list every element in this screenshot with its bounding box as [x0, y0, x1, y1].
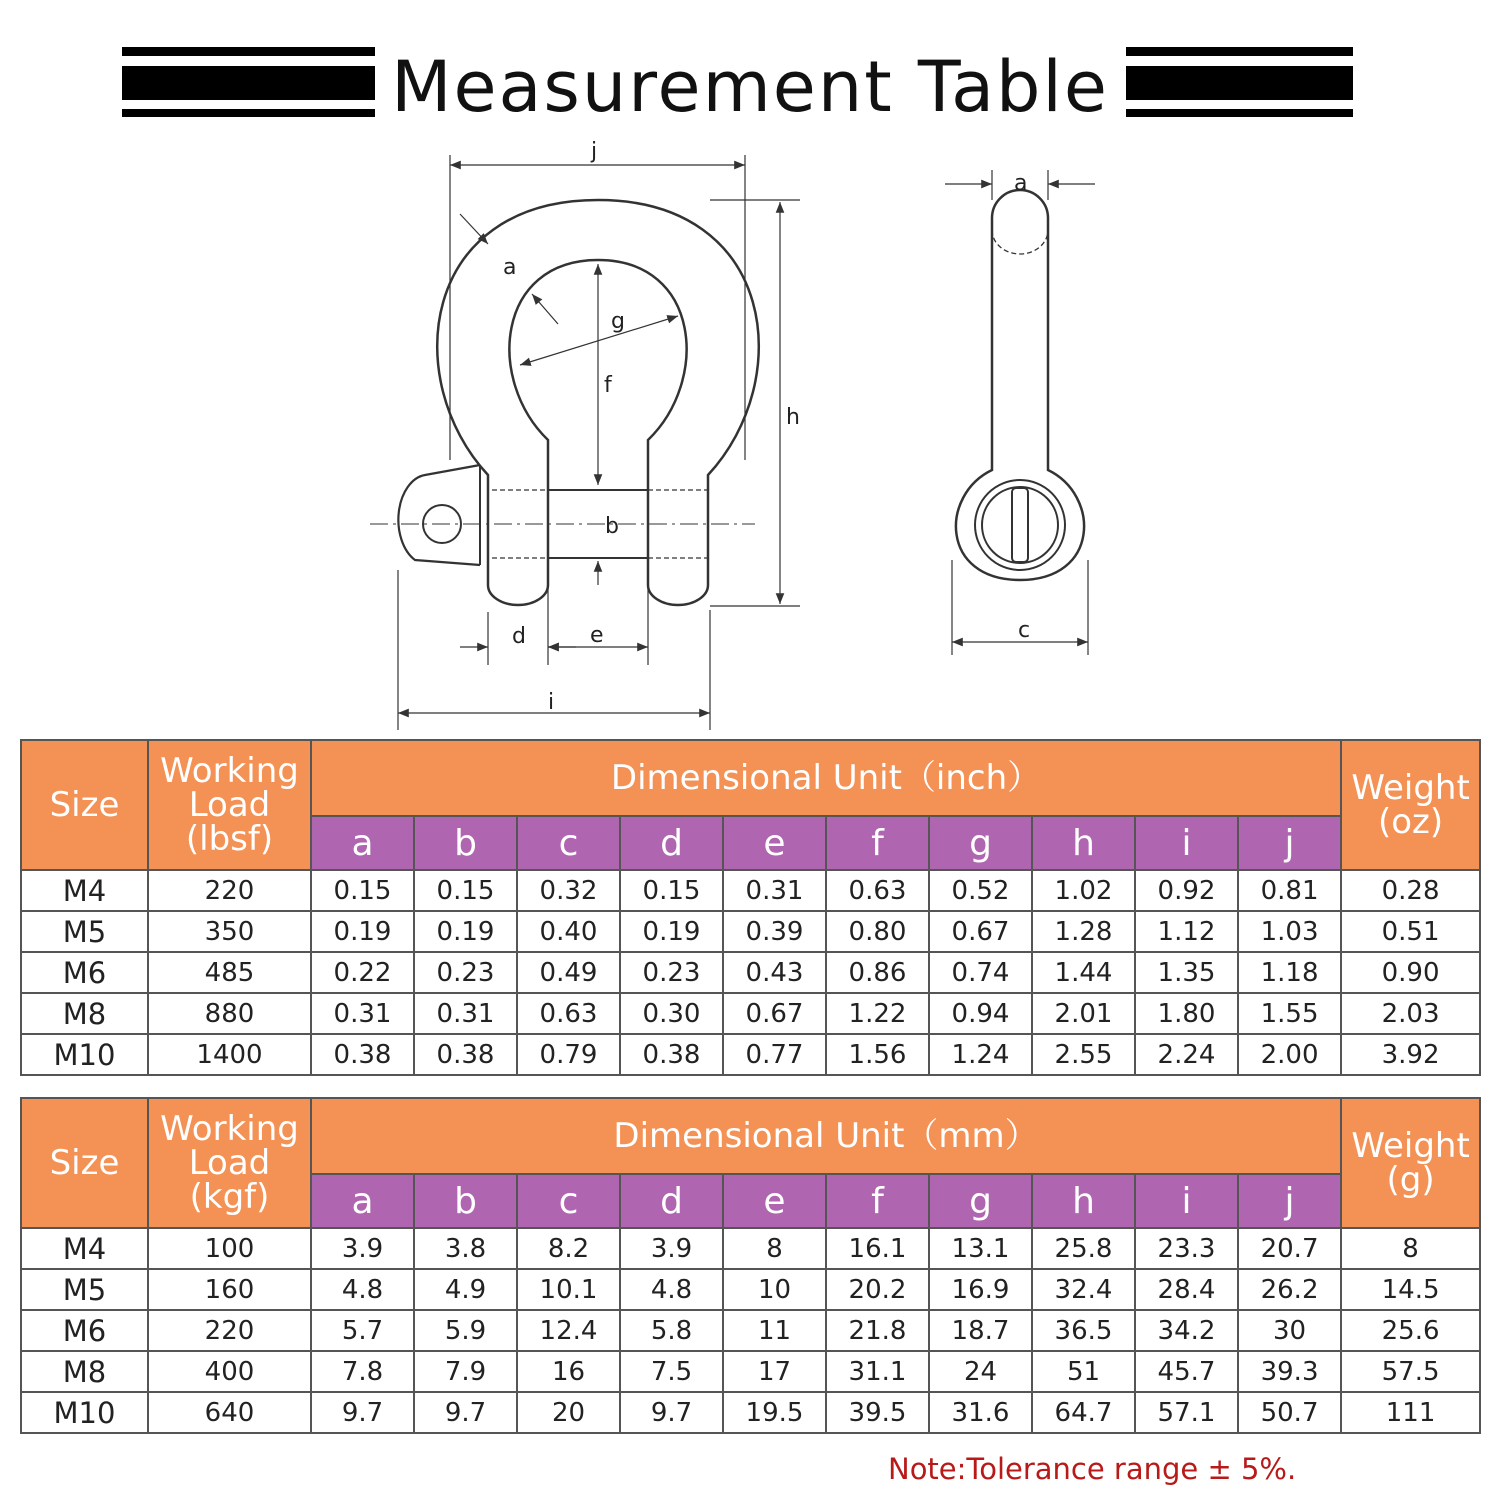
dimension-cell: 31.6 [929, 1392, 1032, 1433]
column-header-g: g [929, 816, 1032, 870]
dimension-cell: 3.9 [620, 1228, 723, 1269]
table-row [21, 911, 1480, 952]
dimension-cell: 5.9 [414, 1310, 517, 1351]
dimension-cell: 12.4 [517, 1310, 620, 1351]
working-load-cell: 400 [148, 1351, 311, 1392]
dimension-cell: 4.9 [414, 1269, 517, 1310]
column-header-f: f [826, 1174, 929, 1228]
column-header-j: j [1238, 816, 1341, 870]
column-header-b: b [414, 816, 517, 870]
dimension-cell: 0.43 [723, 952, 826, 993]
dim-label-b: b [605, 514, 619, 539]
dimension-cell: 1.35 [1135, 952, 1238, 993]
dimension-cell: 0.52 [929, 870, 1032, 911]
size-cell: M5 [21, 911, 148, 952]
dimension-cell: 10 [723, 1269, 826, 1310]
dimension-cell: 32.4 [1032, 1269, 1135, 1310]
dimension-cell: 1.02 [1032, 870, 1135, 911]
dimension-cell: 0.38 [620, 1034, 723, 1075]
dimension-cell: 0.38 [414, 1034, 517, 1075]
dimension-cell: 16.9 [929, 1269, 1032, 1310]
dimension-cell: 0.67 [723, 993, 826, 1034]
dimension-cell: 1.44 [1032, 952, 1135, 993]
column-header-d: d [620, 816, 723, 870]
weight-unit: (oz) [1377, 802, 1444, 842]
dimension-cell: 31.1 [826, 1351, 929, 1392]
dimension-cell: 0.15 [414, 870, 517, 911]
dimension-cell: 4.8 [311, 1269, 414, 1310]
dimension-cell: 8 [723, 1228, 826, 1269]
dimension-cell: 39.5 [826, 1392, 929, 1433]
table-row [21, 1310, 1480, 1351]
dimension-cell: 19.5 [723, 1392, 826, 1433]
dimension-cell: 23.3 [1135, 1228, 1238, 1269]
dimension-cell: 2.00 [1238, 1034, 1341, 1075]
column-header-d: d [620, 1174, 723, 1228]
size-cell: M8 [21, 1351, 148, 1392]
shackle-front-view [370, 200, 759, 605]
table-row [21, 1392, 1480, 1433]
working-load-cell: 880 [148, 993, 311, 1034]
dimension-cell: 1.56 [826, 1034, 929, 1075]
working-load-header-line: Load [188, 785, 271, 825]
weight-header-line: Weight [1351, 1126, 1470, 1166]
column-header-h: h [1032, 816, 1135, 870]
weight-cell: 57.5 [1341, 1351, 1480, 1392]
working-load-unit: (kgf) [189, 1177, 270, 1217]
dimension-cell: 2.24 [1135, 1034, 1238, 1075]
dimension-cell: 1.80 [1135, 993, 1238, 1034]
dimension-cell: 36.5 [1032, 1310, 1135, 1351]
dimension-cell: 16.1 [826, 1228, 929, 1269]
dimension-cell: 1.22 [826, 993, 929, 1034]
tolerance-note: Note:Tolerance range ± 5%. [888, 1452, 1297, 1486]
table-row [21, 1269, 1480, 1310]
size-cell: M10 [21, 1392, 148, 1433]
dimension-cell: 7.8 [311, 1351, 414, 1392]
dimension-cell: 0.31 [414, 993, 517, 1034]
dimension-cell: 24 [929, 1351, 1032, 1392]
dimension-cell: 28.4 [1135, 1269, 1238, 1310]
dimension-cell: 0.32 [517, 870, 620, 911]
dimension-cell: 0.30 [620, 993, 723, 1034]
dimension-cell: 25.8 [1032, 1228, 1135, 1269]
title-bars-right [1126, 47, 1353, 117]
weight-header [1341, 740, 1480, 870]
dimension-cell: 1.18 [1238, 952, 1341, 993]
dimension-cell: 20.7 [1238, 1228, 1341, 1269]
dimension-cell: 7.9 [414, 1351, 517, 1392]
inch-dimension-table [20, 739, 1481, 1076]
table-row [21, 1034, 1480, 1075]
dimension-cell: 0.23 [414, 952, 517, 993]
dimension-cell: 10.1 [517, 1269, 620, 1310]
dimension-cell: 20.2 [826, 1269, 929, 1310]
working-load-cell: 1400 [148, 1034, 311, 1075]
working-load-header-line: Working [160, 751, 299, 791]
dimension-cell: 1.55 [1238, 993, 1341, 1034]
dimension-cell: 21.8 [826, 1310, 929, 1351]
dimension-cell: 16 [517, 1351, 620, 1392]
dimension-cell: 0.19 [414, 911, 517, 952]
weight-cell: 2.03 [1341, 993, 1480, 1034]
dimension-cell: 18.7 [929, 1310, 1032, 1351]
weight-cell: 0.90 [1341, 952, 1480, 993]
dimension-cell: 0.81 [1238, 870, 1341, 911]
dimension-cell: 17 [723, 1351, 826, 1392]
dimension-cell: 0.49 [517, 952, 620, 993]
dimension-cell: 0.31 [311, 993, 414, 1034]
dimension-cell: 0.31 [723, 870, 826, 911]
dimension-cell: 1.24 [929, 1034, 1032, 1075]
weight-cell: 14.5 [1341, 1269, 1480, 1310]
column-header-e: e [723, 1174, 826, 1228]
dimension-cell: 64.7 [1032, 1392, 1135, 1433]
dimension-cell: 0.23 [620, 952, 723, 993]
dim-label-d: d [512, 624, 526, 649]
dim-label-g: g [611, 309, 625, 334]
weight-cell: 0.28 [1341, 870, 1480, 911]
column-header-a: a [311, 816, 414, 870]
column-header-a: a [311, 1174, 414, 1228]
working-load-cell: 220 [148, 1310, 311, 1351]
dimension-cell: 0.92 [1135, 870, 1238, 911]
dimension-cell: 4.8 [620, 1269, 723, 1310]
column-header-g: g [929, 1174, 1032, 1228]
shackle-side-view [956, 190, 1084, 580]
dimension-cell: 2.01 [1032, 993, 1135, 1034]
weight-cell: 25.6 [1341, 1310, 1480, 1351]
size-cell: M6 [21, 952, 148, 993]
column-header-c: c [517, 1174, 620, 1228]
working-load-header-line: Working [160, 1109, 299, 1149]
dimension-cell: 1.28 [1032, 911, 1135, 952]
table-row [21, 870, 1480, 911]
dimension-cell: 57.1 [1135, 1392, 1238, 1433]
dimension-cell: 0.77 [723, 1034, 826, 1075]
dim-label-f: f [604, 373, 612, 398]
dimension-cell: 0.94 [929, 993, 1032, 1034]
dimension-cell: 9.7 [414, 1392, 517, 1433]
size-cell: M4 [21, 1228, 148, 1269]
dimension-cell: 3.9 [311, 1228, 414, 1269]
working-load-cell: 220 [148, 870, 311, 911]
dimension-cell: 5.8 [620, 1310, 723, 1351]
dimension-cell: 0.38 [311, 1034, 414, 1075]
dimension-cell: 1.12 [1135, 911, 1238, 952]
working-load-cell: 485 [148, 952, 311, 993]
working-load-header [148, 740, 311, 870]
dimension-cell: 30 [1238, 1310, 1341, 1351]
weight-header [1341, 1098, 1480, 1228]
column-header-e: e [723, 816, 826, 870]
column-header-b: b [414, 1174, 517, 1228]
working-load-cell: 100 [148, 1228, 311, 1269]
page-title: Measurement Table [391, 46, 1109, 128]
dim-label-a-side: a [1014, 171, 1028, 196]
size-cell: M4 [21, 870, 148, 911]
dimension-cell: 8.2 [517, 1228, 620, 1269]
dimension-cell: 20 [517, 1392, 620, 1433]
working-load-unit: (lbsf) [185, 819, 274, 859]
dim-label-e: e [590, 623, 604, 648]
dimension-cell: 0.40 [517, 911, 620, 952]
dimension-cell: 0.74 [929, 952, 1032, 993]
dimension-cell: 3.8 [414, 1228, 517, 1269]
dimension-cell: 0.19 [620, 911, 723, 952]
dimension-cell: 13.1 [929, 1228, 1032, 1269]
dim-label-i: i [548, 690, 555, 715]
dimension-cell: 0.86 [826, 952, 929, 993]
weight-cell: 8 [1341, 1228, 1480, 1269]
dimension-cell: 0.19 [311, 911, 414, 952]
dimension-cell: 26.2 [1238, 1269, 1341, 1310]
column-header-j: j [1238, 1174, 1341, 1228]
dim-label-a: a [503, 255, 517, 280]
weight-cell: 111 [1341, 1392, 1480, 1433]
size-cell: M10 [21, 1034, 148, 1075]
dimension-cell: 0.67 [929, 911, 1032, 952]
column-header-f: f [826, 816, 929, 870]
column-header-h: h [1032, 1174, 1135, 1228]
table-row [21, 1351, 1480, 1392]
table-row [21, 993, 1480, 1034]
weight-unit: (g) [1386, 1160, 1435, 1200]
dimension-cell: 34.2 [1135, 1310, 1238, 1351]
dimension-cell: 9.7 [620, 1392, 723, 1433]
dimension-cell: 39.3 [1238, 1351, 1341, 1392]
dimensional-unit-header: Dimensional Unit（inch） [311, 740, 1341, 816]
working-load-cell: 350 [148, 911, 311, 952]
table-row [21, 952, 1480, 993]
dimension-cell: 45.7 [1135, 1351, 1238, 1392]
dimension-cell: 51 [1032, 1351, 1135, 1392]
weight-cell: 0.51 [1341, 911, 1480, 952]
dimension-cell: 0.80 [826, 911, 929, 952]
working-load-header [148, 1098, 311, 1228]
dimension-cell: 1.03 [1238, 911, 1341, 952]
dimension-cell: 0.63 [517, 993, 620, 1034]
working-load-header-line: Load [188, 1143, 271, 1183]
dimension-cell: 5.7 [311, 1310, 414, 1351]
column-header-i: i [1135, 1174, 1238, 1228]
dim-label-j: j [591, 140, 598, 164]
dimension-cell: 11 [723, 1310, 826, 1351]
dimension-cell: 0.15 [311, 870, 414, 911]
dimension-cell: 50.7 [1238, 1392, 1341, 1433]
mm-dimension-table [20, 1097, 1481, 1434]
dimension-cell: 7.5 [620, 1351, 723, 1392]
working-load-cell: 160 [148, 1269, 311, 1310]
dimension-cell: 0.63 [826, 870, 929, 911]
size-cell: M5 [21, 1269, 148, 1310]
size-cell: M6 [21, 1310, 148, 1351]
dimension-cell: 0.39 [723, 911, 826, 952]
dim-label-c: c [1018, 618, 1031, 643]
dimensional-unit-header: Dimensional Unit（mm） [311, 1098, 1341, 1174]
dimension-cell: 2.55 [1032, 1034, 1135, 1075]
dim-label-h: h [786, 405, 800, 430]
shackle-diagram [360, 140, 1140, 735]
working-load-cell: 640 [148, 1392, 311, 1433]
dimension-cell: 0.15 [620, 870, 723, 911]
size-header: Size [21, 740, 148, 870]
table-row [21, 1228, 1480, 1269]
dimension-cell: 0.79 [517, 1034, 620, 1075]
weight-header-line: Weight [1351, 768, 1470, 808]
weight-cell: 3.92 [1341, 1034, 1480, 1075]
size-header: Size [21, 1098, 148, 1228]
column-header-c: c [517, 816, 620, 870]
dimension-cell: 9.7 [311, 1392, 414, 1433]
column-header-i: i [1135, 816, 1238, 870]
size-cell: M8 [21, 993, 148, 1034]
dimension-cell: 0.22 [311, 952, 414, 993]
